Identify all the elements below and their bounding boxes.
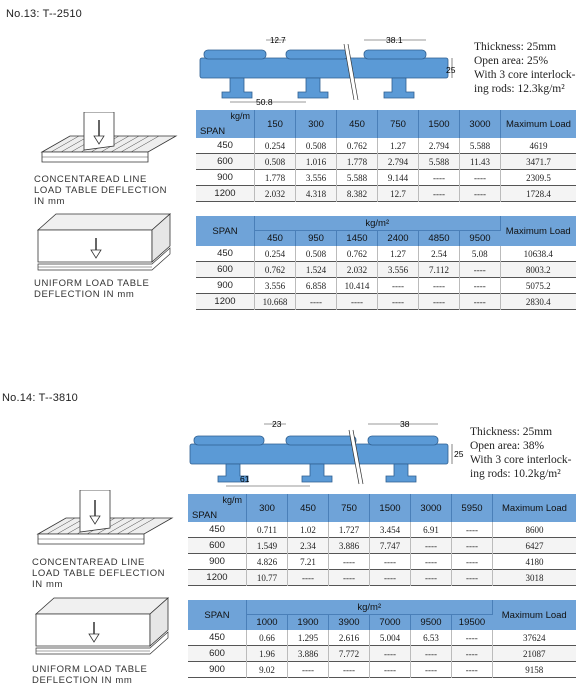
table-cell: 3.886: [329, 538, 370, 554]
table-cell: 4180: [525, 556, 544, 567]
col-header: 5950: [452, 494, 493, 522]
table-cell: 0.254: [255, 138, 296, 154]
section-14-title: No.14: T--3810: [2, 392, 78, 404]
spec-open-area: Open area: 25%: [474, 55, 549, 67]
table-cell: 6.91: [411, 522, 452, 538]
table-cell: 3471.7: [526, 156, 551, 167]
table-cell: ----: [460, 186, 501, 202]
table-cell: 10.414: [337, 278, 378, 294]
span-cell: 450: [196, 138, 255, 154]
table-cell: 1.27: [378, 138, 419, 154]
table-cell: 5.588: [419, 154, 460, 170]
section-13-line-caption: CONCENTAREAD LINE LOAD TABLE DEFLECTION IN mm: [34, 174, 168, 207]
table-cell: 1.778: [255, 170, 296, 186]
table-cell: 10.668: [255, 294, 296, 310]
table-cell: 8.382: [337, 186, 378, 202]
span-cell: 450: [188, 522, 247, 538]
table-cell: ----: [411, 662, 452, 678]
span-cell: 900: [196, 278, 255, 294]
table-row: [188, 522, 576, 538]
table-cell: 3.556: [296, 170, 337, 186]
table-cell: 37624: [523, 632, 546, 643]
col-header: 1450: [337, 231, 378, 247]
table-cell: ----: [329, 662, 370, 678]
span-cell: 1200: [188, 570, 247, 586]
table-cell: 0.508: [296, 246, 337, 262]
table-cell: 2.54: [419, 246, 460, 262]
table-cell: 5075.2: [525, 280, 551, 291]
table-cell: 8003.2: [525, 264, 551, 275]
table-cell: 1728.4: [526, 188, 551, 199]
line-load-illustration: [32, 490, 182, 556]
col-header-max: Maximum Load: [501, 110, 577, 138]
table-cell: 1.96: [247, 646, 288, 662]
table-cell: 2830.4: [525, 296, 551, 307]
spec-thickness: Thickness: 25mm: [474, 41, 557, 53]
table-cell: 2.34: [288, 538, 329, 554]
table-cell: ----: [337, 294, 378, 310]
table-cell: 3.556: [255, 278, 296, 294]
table-cell: 1.524: [296, 262, 337, 278]
table-cell: ----: [452, 554, 493, 570]
uniform-load-illustration: [32, 596, 182, 664]
spec-rods: ing rods: 12.3kg/m²: [474, 83, 565, 95]
table-cell: ----: [460, 278, 501, 294]
section-13-title: No.13: T--2510: [6, 8, 82, 20]
table-cell: 0.66: [247, 630, 288, 646]
table-cell: ----: [452, 538, 493, 554]
table-cell: 0.762: [337, 138, 378, 154]
section-13-uniform-load-table: [196, 216, 576, 310]
section-13-line-load-table: [196, 110, 576, 202]
spec-rods: ing rods: 10.2kg/m²: [470, 468, 561, 480]
table-cell: 1.727: [329, 522, 370, 538]
table-cell: 6.53: [411, 630, 452, 646]
col-header: 9500: [411, 615, 452, 631]
section-14-line-load-table: [188, 494, 576, 586]
dim-side: 25: [446, 65, 456, 75]
table-cell: ----: [370, 570, 411, 586]
table-cell: ----: [460, 262, 501, 278]
col-header-max: Maximum Load: [492, 600, 576, 630]
table-row: [196, 154, 576, 170]
table-cell: ----: [329, 570, 370, 586]
table-cell: 7.772: [329, 646, 370, 662]
span-cell: 450: [196, 246, 255, 262]
col-header: 150: [255, 110, 296, 138]
table-cell: 1.27: [378, 246, 419, 262]
table-cell: 1.549: [247, 538, 288, 554]
table-cell: 2.794: [378, 154, 419, 170]
table-cell: 0.711: [247, 522, 288, 538]
table-cell: ----: [452, 646, 493, 662]
col-header-max: Maximum Load: [500, 216, 576, 246]
col-header: 1900: [288, 615, 329, 631]
col-header: 3000: [411, 494, 452, 522]
unit-header: kg/m²: [255, 216, 501, 231]
table-cell: ----: [460, 294, 501, 310]
table-cell: ----: [419, 294, 460, 310]
col-header: 450: [337, 110, 378, 138]
table-cell: ----: [370, 554, 411, 570]
table-cell: 0.762: [337, 246, 378, 262]
table-row: [196, 278, 576, 294]
table-cell: ----: [460, 170, 501, 186]
dim-side: 25: [454, 449, 464, 459]
col-header: 1500: [370, 494, 411, 522]
table-cell: 4619: [529, 140, 548, 151]
dim-bottom: 61: [240, 474, 250, 484]
table-cell: 0.762: [255, 262, 296, 278]
table-row: [188, 662, 576, 678]
col-header-max: Maximum Load: [493, 494, 577, 522]
table-cell: 7.112: [419, 262, 460, 278]
table-cell: ----: [370, 662, 411, 678]
table-cell: 2.032: [337, 262, 378, 278]
table-cell: 8600: [525, 524, 544, 535]
span-cell: 600: [188, 646, 247, 662]
spec-interlock: With 3 core interlock-: [470, 454, 572, 466]
table-cell: ----: [370, 646, 411, 662]
col-header: 1500: [419, 110, 460, 138]
col-header: 4850: [419, 231, 460, 247]
table-cell: 11.43: [460, 154, 501, 170]
section-13-uniform-caption: UNIFORM LOAD TABLE DEFLECTION IN mm: [34, 278, 150, 300]
table-cell: 3.886: [288, 646, 329, 662]
table-cell: ----: [378, 278, 419, 294]
table-cell: 4.826: [247, 554, 288, 570]
table-cell: 7.21: [288, 554, 329, 570]
table-row: [196, 262, 576, 278]
table-cell: 6427: [525, 540, 544, 551]
col-header: 300: [296, 110, 337, 138]
table-corner: kg/m SPAN: [196, 110, 255, 138]
table-cell: 9158: [525, 664, 544, 675]
table-cell: 12.7: [378, 186, 419, 202]
span-cell: 900: [196, 170, 255, 186]
span-cell: 900: [188, 554, 247, 570]
section-14-uniform-caption: UNIFORM LOAD TABLE DEFLECTION IN mm: [32, 664, 148, 686]
table-cell: 9.144: [378, 170, 419, 186]
section-13-specs: [474, 40, 578, 96]
table-row: [188, 538, 576, 554]
col-header: 1000: [247, 615, 288, 631]
table-cell: 10638.4: [523, 248, 553, 259]
table-cell: 1.778: [337, 154, 378, 170]
table-cell: 9.02: [247, 662, 288, 678]
col-header: 7000: [370, 615, 411, 631]
table-row: [196, 138, 576, 154]
table-cell: 1.295: [288, 630, 329, 646]
table-cell: 5.588: [460, 138, 501, 154]
col-header: 2400: [378, 231, 419, 247]
span-header: SPAN: [196, 216, 255, 246]
table-row: [188, 646, 576, 662]
table-cell: 10.77: [247, 570, 288, 586]
table-row: [196, 246, 576, 262]
table-cell: ----: [411, 554, 452, 570]
table-cell: 1.02: [288, 522, 329, 538]
table-cell: 0.254: [255, 246, 296, 262]
table-cell: ----: [329, 554, 370, 570]
span-header: SPAN: [188, 600, 247, 630]
table-cell: 5.588: [337, 170, 378, 186]
table-cell: ----: [288, 570, 329, 586]
table-cell: ----: [452, 630, 493, 646]
table-cell: 2.794: [419, 138, 460, 154]
span-cell: 600: [188, 538, 247, 554]
table-cell: ----: [452, 662, 493, 678]
grating-profile-t3810: [186, 418, 466, 488]
table-cell: ----: [296, 294, 337, 310]
table-corner: kg/m SPAN: [188, 494, 247, 522]
col-header: 450: [255, 231, 296, 247]
table-cell: 3018: [525, 572, 544, 583]
span-cell: 1200: [196, 186, 255, 202]
dim-bottom: 50.8: [256, 97, 273, 106]
table-cell: 2.616: [329, 630, 370, 646]
section-14-specs: [470, 425, 578, 481]
table-row: [196, 186, 576, 202]
table-cell: ----: [411, 570, 452, 586]
col-header: 450: [288, 494, 329, 522]
unit-header: kg/m²: [247, 600, 493, 615]
table-cell: 2.032: [255, 186, 296, 202]
table-cell: 7.747: [370, 538, 411, 554]
table-cell: 3.556: [378, 262, 419, 278]
section-14-line-caption: CONCENTAREAD LINE LOAD TABLE DEFLECTION IN mm: [32, 557, 166, 590]
col-header: 950: [296, 231, 337, 247]
table-row: [188, 554, 576, 570]
table-row: [188, 630, 576, 646]
grating-profile-t2510: [196, 34, 464, 106]
col-header: 9500: [460, 231, 501, 247]
table-cell: 5.004: [370, 630, 411, 646]
table-cell: 3.454: [370, 522, 411, 538]
table-cell: 4.318: [296, 186, 337, 202]
span-cell: 450: [188, 630, 247, 646]
col-header: 3900: [329, 615, 370, 631]
table-row: [188, 570, 576, 586]
table-cell: ----: [411, 538, 452, 554]
table-cell: 0.508: [255, 154, 296, 170]
col-header: 19500: [452, 615, 493, 631]
table-cell: ----: [452, 522, 493, 538]
line-load-illustration: [36, 112, 182, 174]
table-cell: ----: [378, 294, 419, 310]
spec-thickness: Thickness: 25mm: [470, 426, 553, 438]
spec-interlock: With 3 core interlock-: [474, 69, 576, 81]
dim-top-a: 12.7: [270, 36, 286, 45]
col-header: 750: [378, 110, 419, 138]
span-cell: 900: [188, 662, 247, 678]
col-header: 3000: [460, 110, 501, 138]
section-14-uniform-load-table: [188, 600, 576, 678]
spec-open-area: Open area: 38%: [470, 440, 545, 452]
span-cell: 600: [196, 154, 255, 170]
table-cell: ----: [411, 646, 452, 662]
table-cell: ----: [419, 170, 460, 186]
dim-top-b: 38.1: [386, 35, 403, 45]
table-cell: ----: [288, 662, 329, 678]
span-cell: 600: [196, 262, 255, 278]
table-cell: 6.858: [296, 278, 337, 294]
col-header: 750: [329, 494, 370, 522]
uniform-load-illustration: [34, 212, 184, 280]
table-cell: 21087: [523, 648, 546, 659]
table-row: [196, 170, 576, 186]
table-cell: 5.08: [460, 246, 501, 262]
table-cell: ----: [419, 278, 460, 294]
table-cell: ----: [452, 570, 493, 586]
dim-top-b: 38: [400, 419, 410, 429]
table-cell: ----: [419, 186, 460, 202]
table-row: [196, 294, 576, 310]
table-cell: 2309.5: [526, 172, 551, 183]
span-cell: 1200: [196, 294, 255, 310]
dim-top-a: 23: [272, 419, 282, 429]
table-cell: 1.016: [296, 154, 337, 170]
col-header: 300: [247, 494, 288, 522]
table-cell: 0.508: [296, 138, 337, 154]
